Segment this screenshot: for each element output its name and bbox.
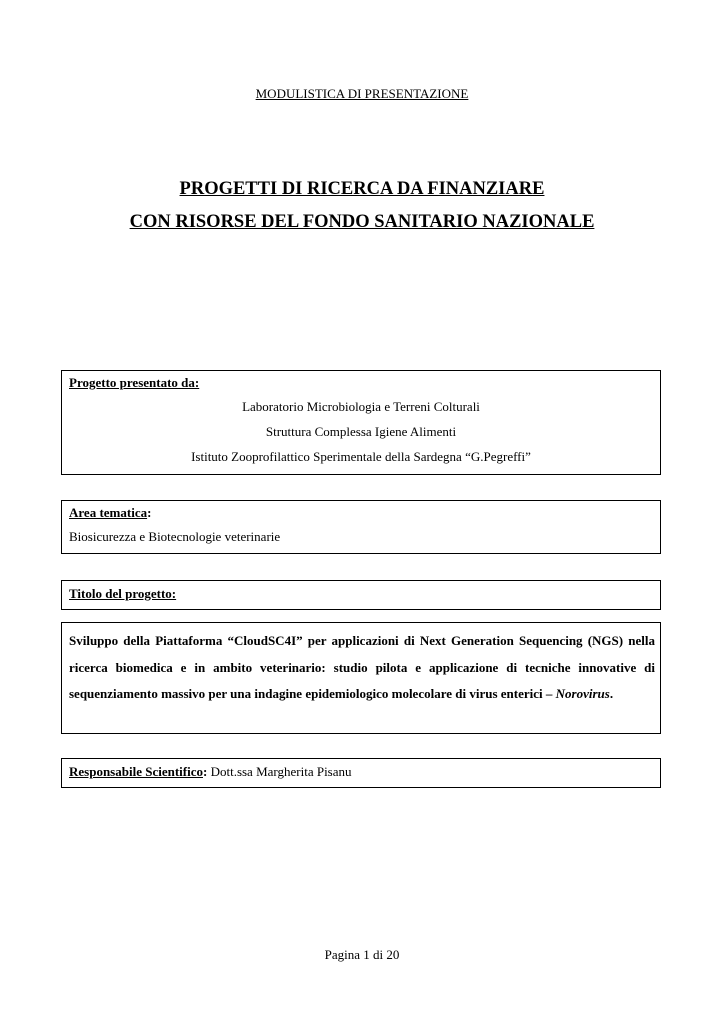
project-title-end: . [609, 686, 614, 701]
presented-by-line: Laboratorio Microbiologia e Terreni Colturali [242, 399, 480, 414]
document-title-line-2: CON RISORSE DEL FONDO SANITARIO NAZIONALE [129, 212, 595, 232]
page-number: Pagina 1 di 20 [324, 947, 400, 962]
presented-by-box [61, 370, 661, 475]
thematic-area-colon: : [147, 505, 152, 520]
project-title-label-box [61, 580, 661, 610]
project-title-main: Sviluppo della Piattaforma “CloudSC4I” per applicazioni di Next Generation Sequencing (NGS) nella ricerca biomedica e in ambito veterinario: studio pilota e applicazione di tecniche innovative di sequenziamento massivo per una indagine epidemiologico molecolare di virus enterici – [69, 633, 655, 701]
presented-by-label: Progetto presentato da: [69, 375, 200, 390]
scientific-lead-box [61, 758, 661, 788]
scientific-lead-label: Responsabile Scientifico [69, 764, 203, 779]
presented-by-line: Struttura Complessa Igiene Alimenti [265, 424, 457, 439]
project-title-italic: Norovirus [555, 686, 610, 701]
scientific-lead-value: Dott.ssa Margherita Pisanu [207, 764, 352, 779]
thematic-area-box [61, 500, 661, 554]
thematic-area-value: Biosicurezza e Biotecnologie veterinarie [69, 529, 281, 544]
thematic-area-label: Area tematica [69, 505, 148, 520]
project-title-label: Titolo del progetto: [69, 586, 177, 601]
presented-by-line: Istituto Zooprofilattico Sperimentale della Sardegna “G.Pegreffi” [191, 449, 531, 464]
scientific-lead-colon: : [202, 764, 208, 779]
thematic-area-label-group [69, 505, 151, 521]
form-label: MODULISTICA DI PRESENTAZIONE [255, 86, 469, 101]
scientific-lead-line [69, 764, 352, 780]
project-title-box [61, 622, 661, 734]
document-title-line-1: PROGETTI DI RICERCA DA FINANZIARE [179, 179, 545, 199]
project-title-text [69, 628, 655, 708]
